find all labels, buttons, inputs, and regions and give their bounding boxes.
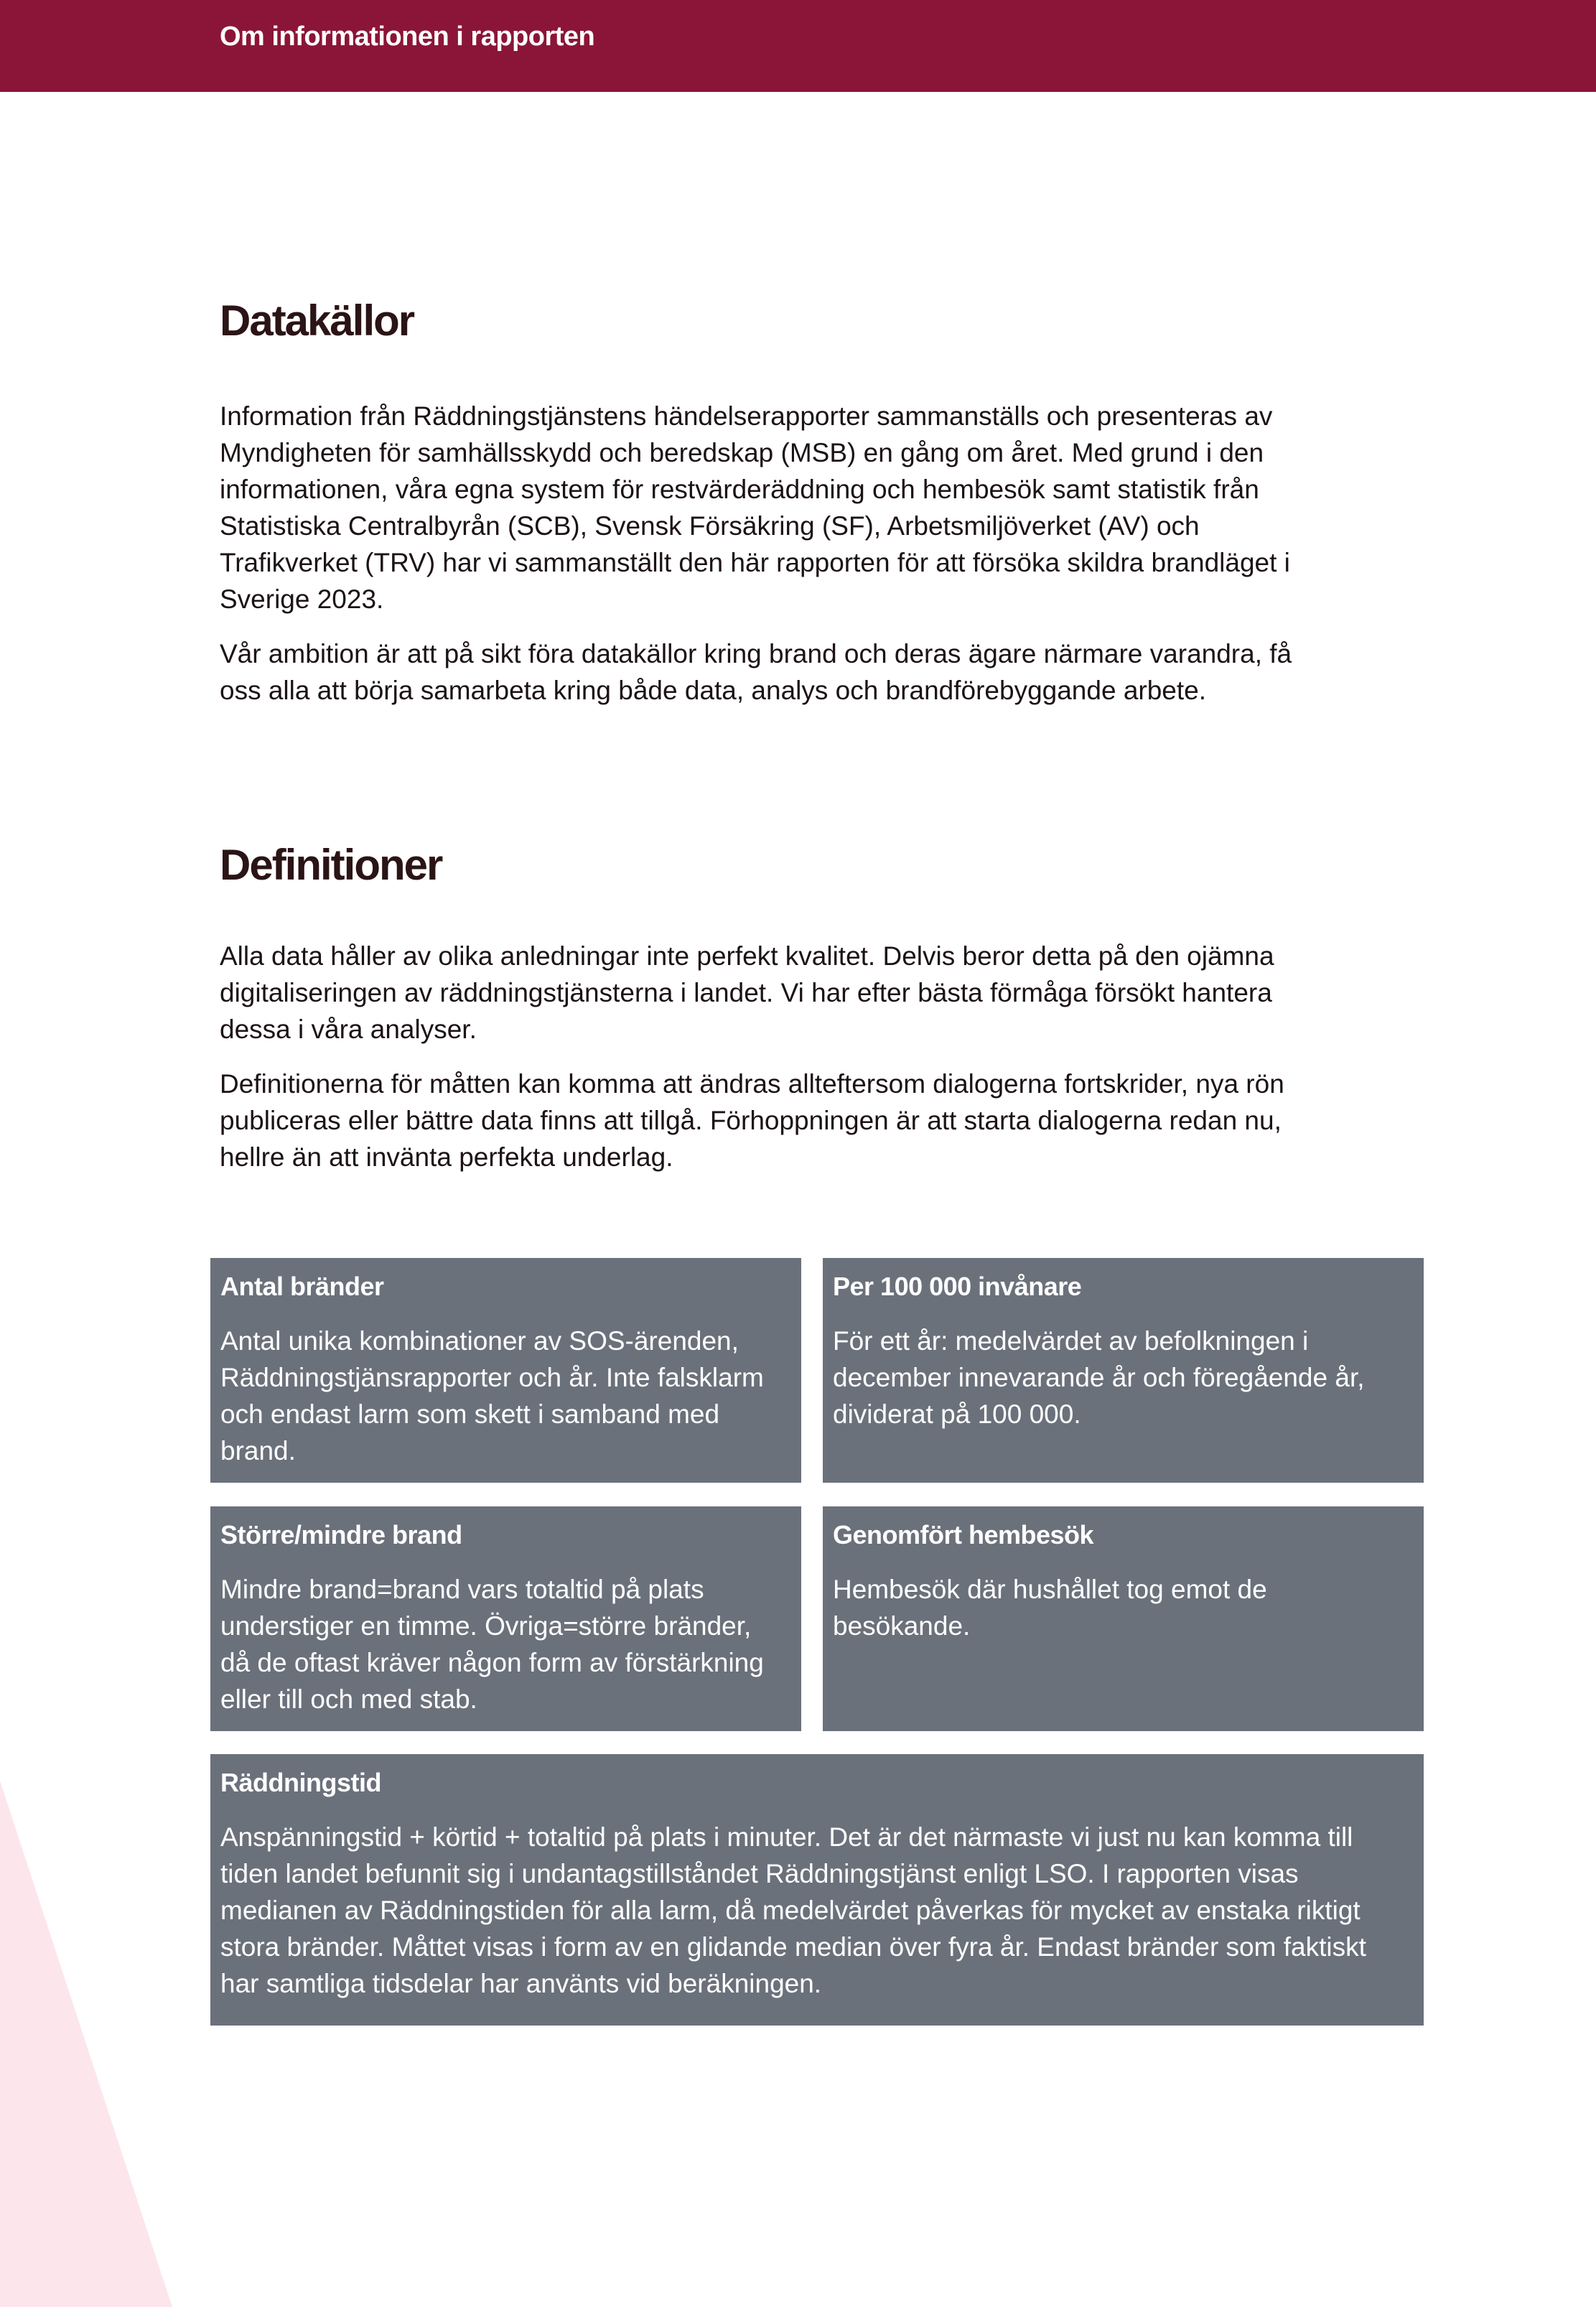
definition-title: Större/mindre brand (220, 1520, 462, 1549)
definition-title: Genomfört hembesök (833, 1520, 1094, 1549)
definition-box-storre-mindre-brand (210, 1506, 801, 1731)
definition-title: Per 100 000 invånare (833, 1272, 1082, 1301)
definition-text: Anspänningstid + körtid + totaltid på plats i minuter. Det är det närmaste vi just nu kan komma till tiden landet befunnit sig i undantagstillståndet Räddningstjänst enligt LSO. I rapporten visas medianen av Räddningstiden för alla larm, då medelvärdet påverkas för mycket av enstaka riktigt stora bränder. Måttet visas i form av en glidande median över fyra år. Endast bränder som faktiskt har samtliga tidsdelar har använts vid beräkningen. (220, 1822, 1366, 1998)
pink-triangle-decoration (0, 1781, 187, 2307)
definition-text: Antal unika kombinationer av SOS-ärenden, Räddningstjänsrapporter och år. Inte falsklarm och endast larm som skett i samband med brand. (220, 1326, 764, 1465)
definitioner-paragraph: Alla data håller av olika anledningar inte perfekt kvalitet. Delvis beror detta på den ojämna digitaliseringen av räddningstjänsterna i landet. Vi har efter bästa förmåga försökt hantera dessa i våra analyser. (220, 941, 1274, 1044)
header-title: Om informationen i rapporten (220, 22, 595, 52)
definition-text: Hembesök där hushållet tog emot de besökande. (833, 1575, 1267, 1641)
definition-text: Mindre brand=brand vars totaltid på plats understiger en timme. Övriga=större bränder, då de oftast kräver någon form av förstärkning eller till och med stab. (220, 1575, 764, 1714)
definitioner-heading: Definitioner (220, 841, 442, 889)
definitioner-text (220, 938, 1340, 1175)
definition-box-antal-brander (210, 1258, 801, 1483)
datakallor-paragraph: Information från Räddningstjänstens händelserapporter sammanställs och presenteras av Myndigheten för samhällsskydd och beredskap (MSB) en gång om året. Med grund i den informationen, våra egna system för restvärderäddning och hembesök samt statistik från Statistiska Centralbyrån (SCB), Svensk Försäkring (SF), Arbetsmiljöverket (AV) och Trafikverket (TRV) har vi sammanställt den här rapporten för att försöka skildra brandläget i Sverige 2023. (220, 401, 1290, 614)
definition-box-genomfort-hembesok (823, 1506, 1424, 1731)
definition-title: Antal bränder (220, 1272, 384, 1301)
definitioner-paragraph: Definitionerna för måtten kan komma att ändras allteftersom dialogerna fortskrider, nya rön publiceras eller bättre data finns att tillgå. Förhoppningen är att starta dialogerna redan nu, hellre än att invänta perfekta underlag. (220, 1069, 1284, 1172)
definition-text: För ett år: medelvärdet av befolkningen i december innevarande år och föregående år, dividerat på 100 000. (833, 1326, 1365, 1429)
header-bar (0, 0, 1596, 92)
definition-box-per-100000 (823, 1258, 1424, 1483)
datakallor-text (220, 398, 1340, 709)
datakallor-heading: Datakällor (220, 297, 414, 345)
definition-box-raddningstid (210, 1754, 1424, 2026)
definition-title: Räddningstid (220, 1768, 381, 1797)
datakallor-paragraph: Vår ambition är att på sikt föra datakällor kring brand och deras ägare närmare varandra, få oss alla att börja samarbeta kring både data, analys och brandförebyggande arbete. (220, 639, 1292, 705)
